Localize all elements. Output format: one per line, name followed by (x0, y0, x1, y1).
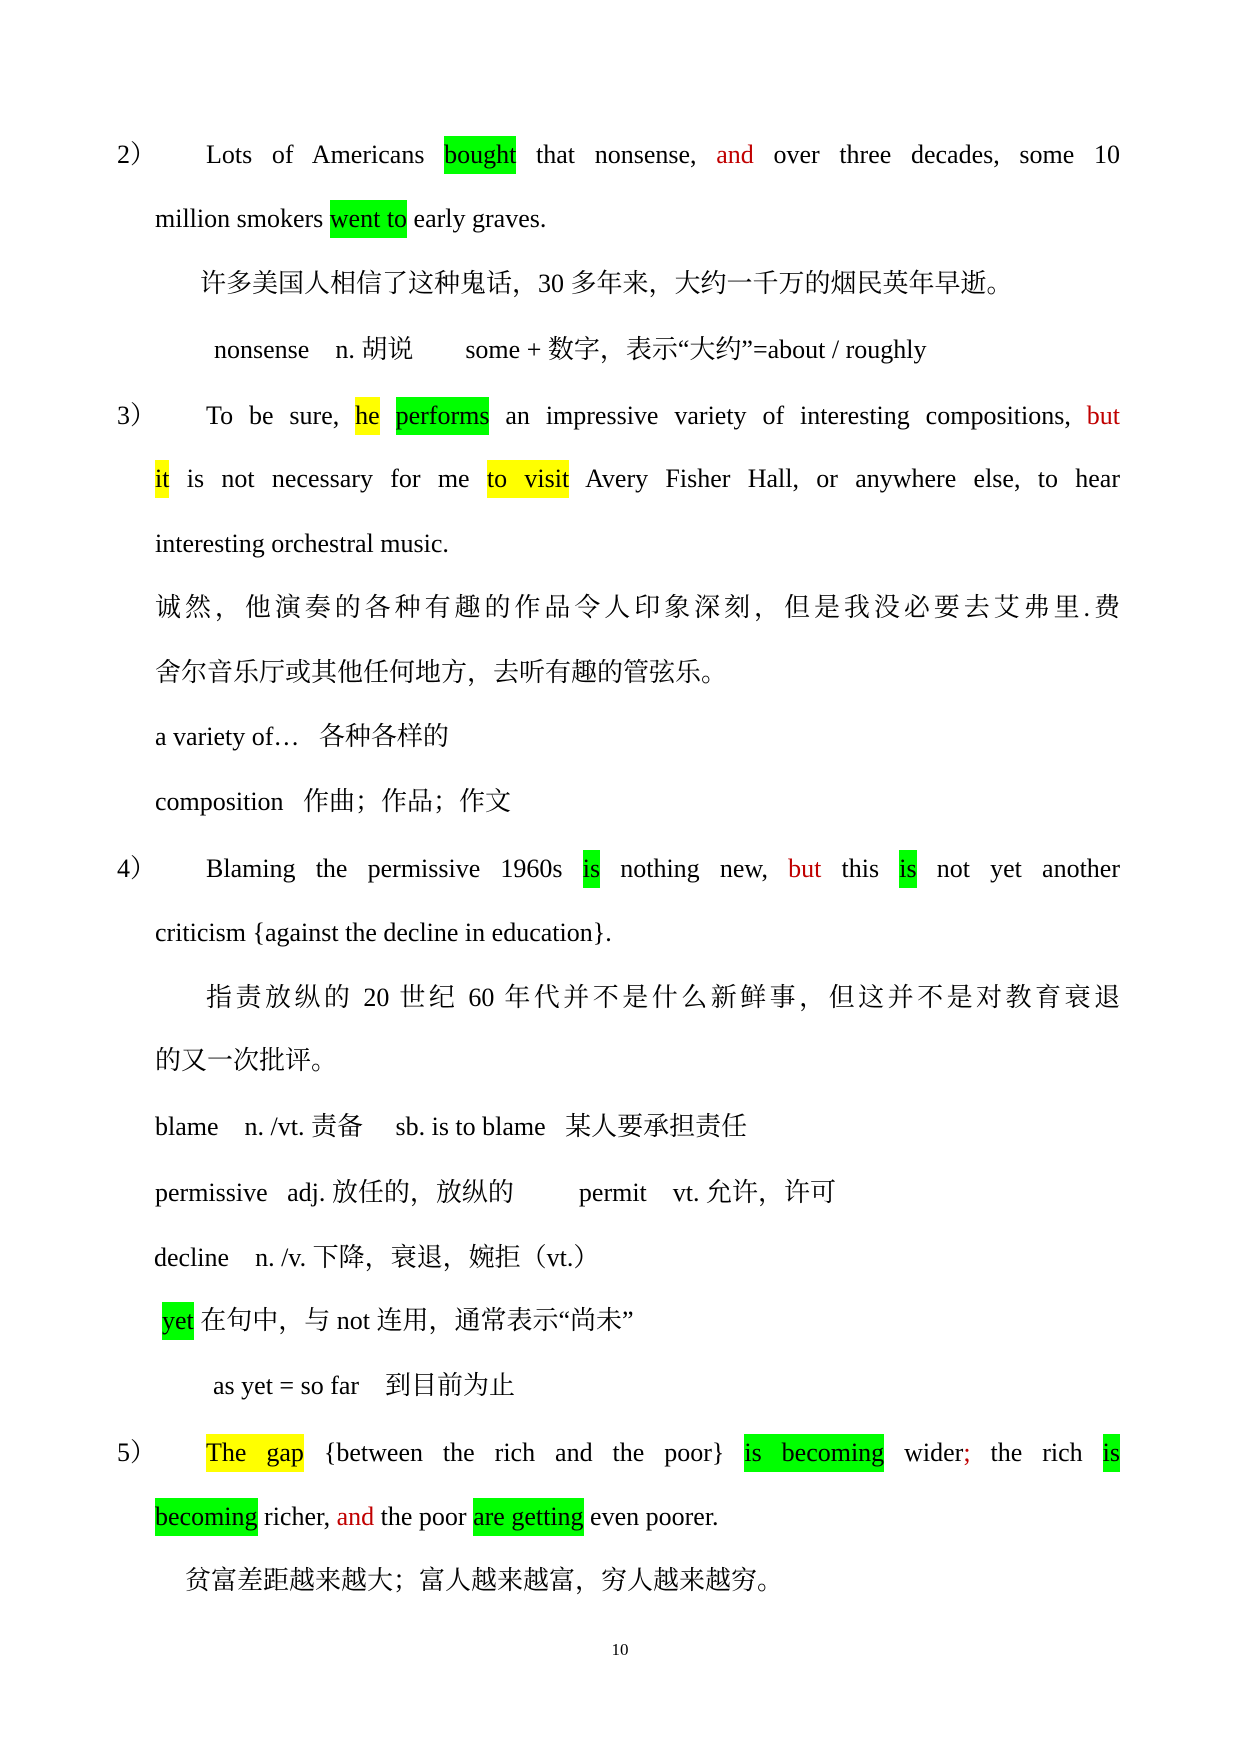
text-segment: this (821, 854, 900, 883)
item-number: 5） (117, 1438, 157, 1467)
text-segment: not yet another (916, 854, 1120, 883)
text-line (213, 1368, 515, 1404)
text-segment: 诚然，他演奏的各种有趣的作品令人印象深刻，但是我没必要去艾弗里.费 (155, 593, 1120, 622)
text-line (206, 980, 1120, 1016)
page-number: 10 (611, 1640, 629, 1659)
highlighted-text: is (583, 850, 600, 888)
highlighted-text: to visit (487, 460, 569, 498)
text-line (206, 137, 1120, 173)
text-line (155, 461, 1120, 497)
highlighted-text: bought (444, 136, 516, 174)
text-line (154, 1240, 599, 1276)
item-number: 3） (117, 401, 157, 430)
red-text: but (1086, 401, 1120, 430)
text-line (155, 1175, 836, 1211)
text-segment: nothing new, (600, 854, 789, 883)
text-segment: 许多美国人相信了这种鬼话，30 多年来，大约一千万的烟民英年早逝。 (200, 269, 1013, 298)
text-segment: 指责放纵的 20 世纪 60 年代并不是什么新鲜事，但这并不是对教育衰退 (206, 983, 1120, 1012)
text-segment: Lots of Americans (206, 140, 445, 169)
text-segment: the rich (970, 1438, 1103, 1467)
highlighted-text: is (1103, 1434, 1120, 1472)
item-number: 4） (117, 854, 157, 883)
text-segment: Blaming the permissive 1960s (206, 854, 583, 883)
highlighted-text: went to (330, 200, 407, 238)
highlighted-text: he (355, 397, 380, 435)
text-segment: million smokers (155, 204, 330, 233)
text-segment: composition 作曲；作品；作文 (155, 787, 512, 816)
text-segment: that nonsense, (516, 140, 717, 169)
highlighted-text: performs (396, 397, 490, 435)
text-line (206, 398, 1120, 434)
text-line (185, 1563, 783, 1599)
text-segment: over three decades, some 10 (753, 140, 1120, 169)
text-segment: as yet = so far 到目前为止 (213, 1371, 516, 1400)
red-text: but (788, 854, 822, 883)
highlighted-text: yet (162, 1302, 194, 1340)
red-text: and (336, 1502, 375, 1531)
red-text: and (716, 140, 754, 169)
text-line (200, 266, 1013, 302)
text-segment: the poor (374, 1502, 474, 1531)
text-line (155, 201, 546, 237)
text-line (155, 655, 727, 691)
text-segment: even poorer. (583, 1502, 719, 1531)
text-line (206, 1435, 1120, 1471)
text-line (155, 1499, 719, 1535)
text-segment (380, 401, 396, 430)
text-segment: criticism {against the decline in education}. (155, 918, 612, 947)
text-segment: early graves. (407, 204, 547, 233)
text-line (155, 1109, 747, 1145)
highlighted-text: becoming (155, 1498, 258, 1536)
text-segment: 的又一次批评。 (155, 1046, 338, 1075)
text-segment: To be sure, (206, 401, 356, 430)
text-segment: 贫富差距越来越大；富人越来越富，穷人越来越穷。 (185, 1566, 784, 1595)
text-segment: {between the rich and the poor} (303, 1438, 745, 1467)
text-line (155, 915, 612, 951)
highlighted-text: The gap (206, 1434, 304, 1472)
text-line (155, 526, 449, 562)
text-segment: wider (884, 1438, 964, 1467)
highlighted-text: are getting (473, 1498, 583, 1536)
text-segment: decline n. /v. 下降，衰退，婉拒（vt.） (154, 1243, 600, 1272)
highlighted-text: is becoming (744, 1434, 884, 1472)
text-segment: interesting orchestral music. (155, 529, 449, 558)
text-line (206, 851, 1120, 887)
text-line (155, 719, 449, 755)
text-segment: richer, (257, 1502, 337, 1531)
text-line (155, 590, 1120, 626)
text-segment: an impressive variety of interesting compositions, (489, 401, 1087, 430)
text-segment: 在句中，与 not 连用，通常表示“尚未” (193, 1306, 634, 1335)
text-segment: nonsense n. 胡说 some + 数字，表示“大约”=about / roughly (214, 335, 927, 364)
red-text: ; (963, 1438, 971, 1467)
text-line (155, 1043, 337, 1079)
item-number: 2） (117, 140, 157, 169)
text-segment: blame n. /vt. 责备 sb. is to blame 某人要承担责任 (155, 1112, 748, 1141)
text-segment: 舍尔音乐厅或其他任何地方，去听有趣的管弦乐。 (155, 658, 728, 687)
text-segment: a variety of… 各种各样的 (155, 722, 449, 751)
text-line (214, 332, 926, 368)
highlighted-text: it (155, 460, 169, 498)
highlighted-text: is (899, 850, 916, 888)
text-line (155, 784, 511, 820)
text-segment: Avery Fisher Hall, or anywhere else, to hear (569, 464, 1121, 493)
text-segment: permissive adj. 放任的，放纵的 permit vt. 允许，许可 (155, 1178, 837, 1207)
text-segment: is not necessary for me (169, 464, 487, 493)
text-line (162, 1303, 634, 1339)
